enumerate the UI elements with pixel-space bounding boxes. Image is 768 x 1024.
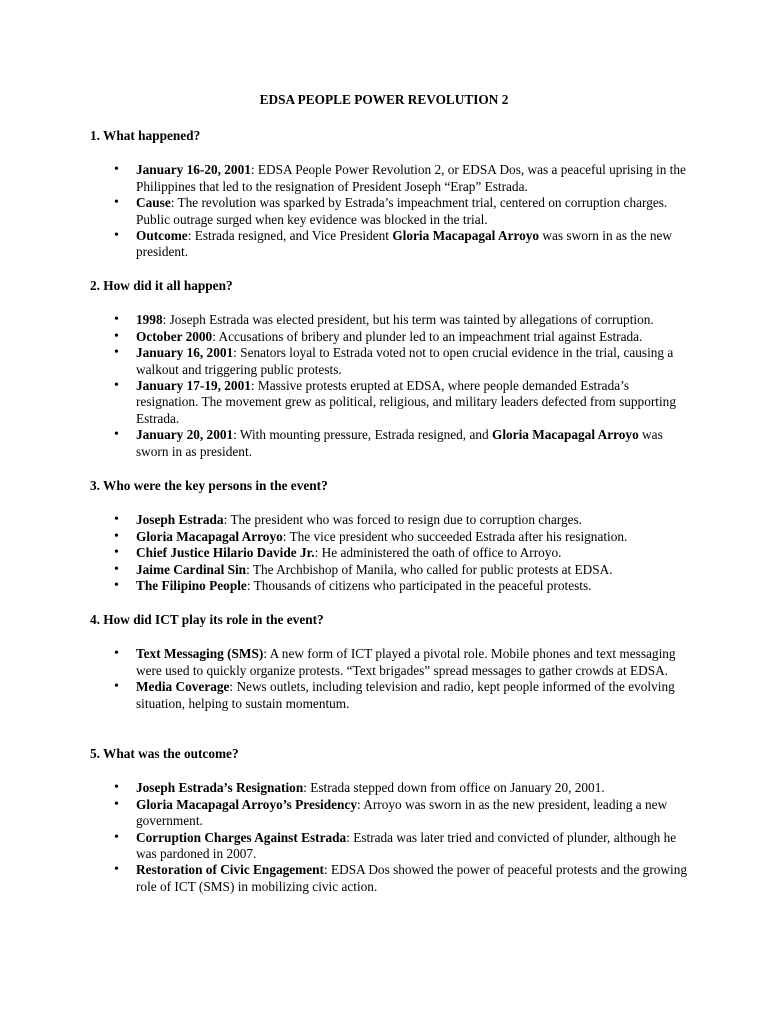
item-label-bold: Joseph Estrada [136, 512, 224, 528]
list-item [114, 862, 690, 895]
item-text: : The vice president who succeeded Estrada after his resignation. [282, 528, 628, 544]
bullet-icon: • [114, 528, 119, 544]
item-label-bold: Corruption Charges Against Estrada [136, 829, 347, 845]
item-text: : Senators loyal to Estrada voted not to open crucial evidence in the trial, causing a walkout and triggering public protests. [136, 345, 674, 377]
item-text: : Arroyo was sworn in as the new president, leading a new government. [136, 796, 668, 829]
bullet-icon: • [114, 578, 119, 594]
section-outcome [90, 746, 690, 895]
list-item [114, 328, 690, 345]
bullet-list [90, 162, 690, 260]
item-label-bold: Gloria Macapagal Arroyo [491, 427, 639, 443]
list-item [114, 427, 690, 460]
list-item [114, 378, 690, 427]
item-label-bold: Text Messaging (SMS) [136, 646, 264, 662]
bullet-icon: • [114, 780, 119, 796]
item-label-bold: January 16-20, 2001 [136, 162, 251, 178]
item-text: : Estrada resigned, and Vice President [187, 228, 393, 244]
list-item [114, 796, 690, 830]
list-item [114, 228, 690, 261]
item-text: : The president who was forced to resign due to corruption charges. [223, 512, 582, 528]
list-item [114, 162, 690, 195]
item-text: was sworn in as president. [136, 427, 663, 459]
section-heading: 5. What was the outcome? [90, 746, 239, 761]
bullet-icon: • [114, 312, 119, 328]
bullet-icon: • [114, 679, 119, 695]
item-text: : Estrada stepped down from office on January 20, 2001. [303, 780, 605, 796]
item-label-bold: 1998 [136, 312, 163, 328]
bullet-icon: • [114, 427, 119, 443]
section-heading: 4. How did ICT play its role in the event? [90, 612, 324, 627]
item-label-bold: Gloria Macapagal Arroyo [392, 228, 540, 244]
item-text: : A new form of ICT played a pivotal role. Mobile phones and text messaging were used to quickly organize protests. “Text brigades” spread messages to gather crowds at EDSA. [136, 646, 676, 678]
item-text: : With mounting pressure, Estrada resigned, and [233, 427, 492, 443]
bullet-icon: • [114, 228, 119, 244]
item-text: : Estrada was later tried and convicted of plunder, although he was pardoned in 2007. [136, 829, 677, 862]
item-text: : News outlets, including television and radio, kept people informed of the evolving situation, helping to sustain momentum. [136, 679, 675, 711]
bullet-icon: • [114, 512, 119, 528]
list-item [114, 561, 690, 578]
bullet-icon: • [114, 862, 119, 878]
bullet-icon: • [114, 561, 119, 577]
section-heading: 1. What happened? [90, 128, 201, 143]
bullet-icon: • [114, 345, 119, 361]
list-item [114, 345, 690, 378]
item-text: was sworn in as the new president. [136, 228, 673, 260]
section-heading: 3. Who were the key persons in the event? [90, 478, 328, 493]
item-text: : Thousands of citizens who participated in the peaceful protests. [246, 578, 592, 594]
bullet-icon: • [114, 328, 119, 344]
item-text: : Accusations of bribery and plunder led to an impeachment trial against Estrada. [212, 328, 643, 344]
bullet-icon: • [114, 829, 119, 845]
list-item [114, 512, 690, 528]
item-label-bold: Jaime Cardinal Sin [136, 561, 247, 577]
list-item [114, 646, 690, 679]
item-label-bold: January 16, 2001 [136, 345, 234, 361]
bullet-icon: • [114, 195, 119, 211]
list-item [114, 780, 690, 796]
bullet-list [90, 780, 690, 895]
list-item [114, 578, 690, 594]
item-label-bold: October 2000 [136, 328, 213, 344]
list-item [114, 679, 690, 712]
item-label-bold: Cause [136, 195, 171, 211]
bullet-icon: • [114, 162, 119, 178]
bullet-icon: • [114, 646, 119, 662]
item-label-bold: Chief Justice Hilario Davide Jr. [136, 545, 315, 561]
list-item [114, 545, 690, 561]
item-text: : EDSA Dos showed the power of peaceful protests and the growing role of ICT (SMS) in mobilizing civic action. [136, 862, 687, 894]
list-item [114, 528, 690, 545]
bullet-icon: • [114, 796, 119, 812]
item-text: : He administered the oath of office to Arroyo. [314, 545, 562, 561]
item-label-bold: Gloria Macapagal Arroyo [136, 528, 283, 544]
item-label-bold: January 20, 2001 [136, 427, 234, 443]
list-item [114, 195, 690, 228]
item-text: : EDSA People Power Revolution 2, or EDSA Dos, was a peaceful uprising in the Philippines that led to the resignation of President Joseph “Erap” Estrada. [136, 162, 686, 194]
item-label-bold: Gloria Macapagal Arroyo’s Presidency [136, 796, 357, 812]
document-title: EDSA PEOPLE POWER REVOLUTION 2 [259, 92, 509, 107]
section-heading: 2. How did it all happen? [90, 278, 233, 293]
section-ict-role [90, 612, 690, 712]
bullet-list [90, 312, 690, 460]
section-what-happened [90, 128, 690, 261]
item-label-bold: Restoration of Civic Engagement [136, 862, 324, 878]
item-text: : Massive protests erupted at EDSA, where people demanded Estrada’s resignation. The movement grew as political, religious, and military leaders defected from supporting Estrada. [136, 378, 676, 426]
section-how-it-happened [90, 278, 690, 460]
item-text: : Joseph Estrada was elected president, but his term was tainted by allegations of corruption. [162, 312, 654, 328]
section-key-persons [90, 478, 690, 594]
item-label-bold: Outcome [136, 228, 188, 244]
list-item [114, 829, 690, 863]
item-label-bold: Joseph Estrada’s Resignation [136, 780, 304, 796]
bullet-icon: • [114, 545, 119, 561]
bullet-list [90, 512, 690, 594]
item-label-bold: The Filipino People [136, 578, 247, 594]
item-text: : The revolution was sparked by Estrada’s impeachment trial, centered on corruption charges. Public outrage surged when key evidence was blocked in the trial. [136, 195, 668, 227]
item-text: : The Archbishop of Manila, who called for public protests at EDSA. [246, 561, 613, 577]
item-label-bold: Media Coverage [136, 679, 230, 695]
list-item [114, 312, 690, 328]
bullet-list [90, 646, 690, 712]
item-label-bold: January 17-19, 2001 [136, 378, 251, 394]
bullet-icon: • [114, 378, 119, 394]
